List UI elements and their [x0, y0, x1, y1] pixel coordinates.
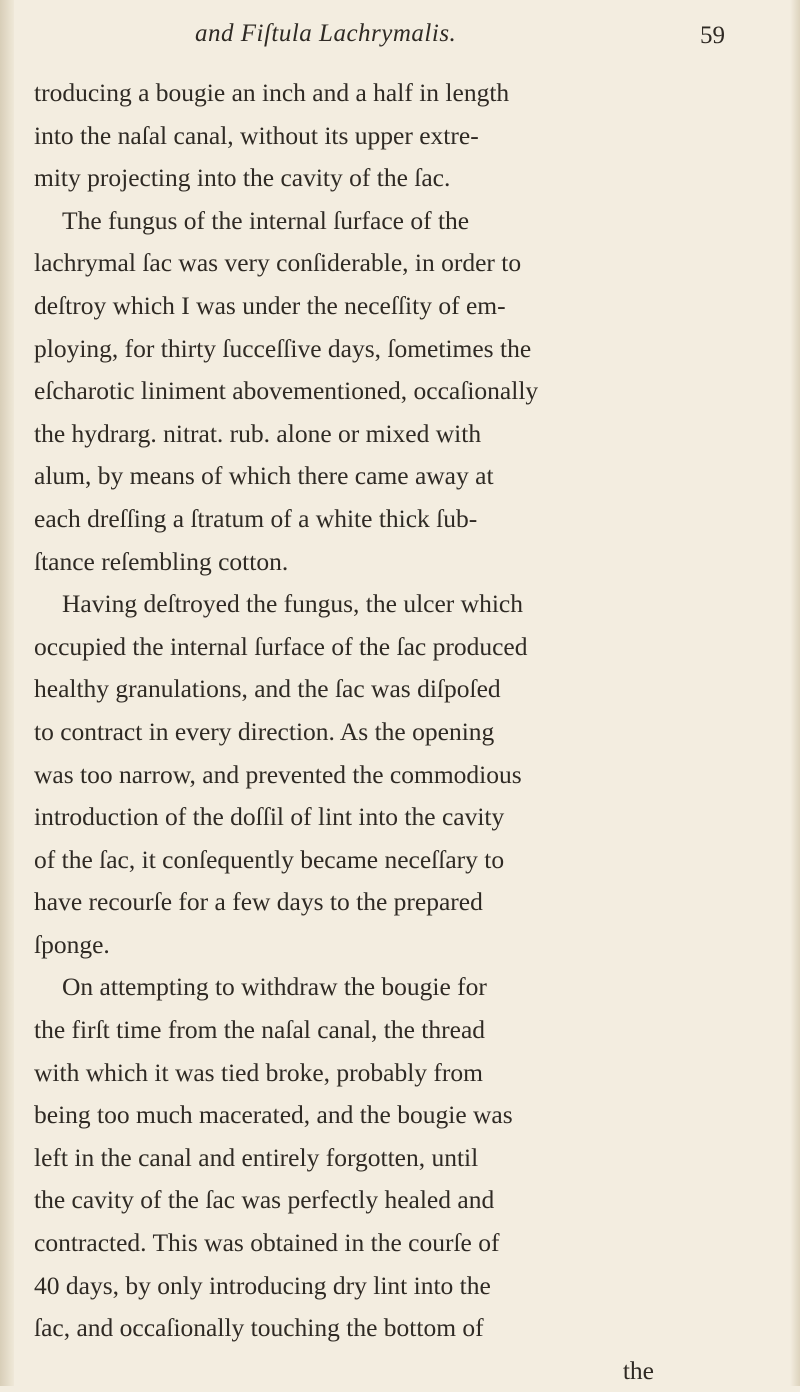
page-header — [0, 14, 800, 58]
page-number: 59 — [700, 22, 725, 49]
text-line: ſponge. — [34, 929, 110, 959]
text-line: mity projecting into the cavity of the ſac. — [34, 163, 451, 193]
text-line: deſtroy which I was under the neceſſity of em- — [34, 290, 506, 320]
page-edge-right — [790, 0, 800, 1386]
text-line: have recourſe for a few days to the prepared — [34, 887, 483, 917]
text-line: ſtance reſembling cotton. — [34, 546, 289, 576]
text-line: being too much macerated, and the bougie was — [34, 1100, 513, 1130]
text-line: occupied the internal ſurface of the ſac produced — [34, 631, 528, 661]
body-text — [34, 72, 774, 1392]
text-line: the hydrarg. nitrat. rub. alone or mixed with — [34, 418, 482, 448]
text-line: eſcharotic liniment abovementioned, occaſionally — [34, 376, 539, 406]
text-line: 40 days, by only introducing dry lint into the — [34, 1270, 491, 1300]
text-line: with which it was tied broke, probably from — [34, 1057, 483, 1087]
page-edge-left — [0, 0, 14, 1386]
text-line: the cavity of the ſac was perfectly healed and — [34, 1185, 495, 1215]
catchword-line: the — [622, 1355, 654, 1385]
paragraph-start-line: The fungus of the internal ſurface of the — [62, 205, 470, 235]
text-line: each dreſſing a ſtratum of a white thick ſub- — [34, 503, 478, 533]
text-line: lachrymal ſac was very conſiderable, in order to — [34, 248, 522, 278]
text-line: was too narrow, and prevented the commodious — [34, 759, 522, 789]
text-line: alum, by means of which there came away at — [34, 461, 494, 491]
text-line: introduction of the doſſil of lint into the cavity — [34, 802, 505, 832]
text-line: healthy granulations, and the ſac was diſpoſed — [34, 674, 501, 704]
paragraph-start-line: On attempting to withdraw the bougie for — [62, 972, 487, 1002]
text-line: ſac, and occaſionally touching the bottom of — [34, 1313, 484, 1343]
running-head: and Fiſtula Lachrymalis. — [195, 20, 457, 47]
text-line: ploying, for thirty ſucceſſive days, ſometimes the — [34, 333, 532, 363]
text-line: troducing a bougie an inch and a half in length — [34, 78, 510, 107]
text-line: of the ſac, it conſequently became neceſſary to — [34, 844, 505, 874]
text-line: contracted. This was obtained in the courſe of — [34, 1228, 500, 1258]
text-line: the firſt time from the naſal canal, the thread — [34, 1015, 486, 1045]
text-line: into the naſal canal, without its upper extre- — [34, 120, 479, 150]
paragraph-start-line: Having deſtroyed the fungus, the ulcer which — [62, 589, 523, 619]
text-line: to contract in every direction. As the opening — [34, 716, 495, 746]
text-line: left in the canal and entirely forgotten, until — [34, 1142, 479, 1172]
